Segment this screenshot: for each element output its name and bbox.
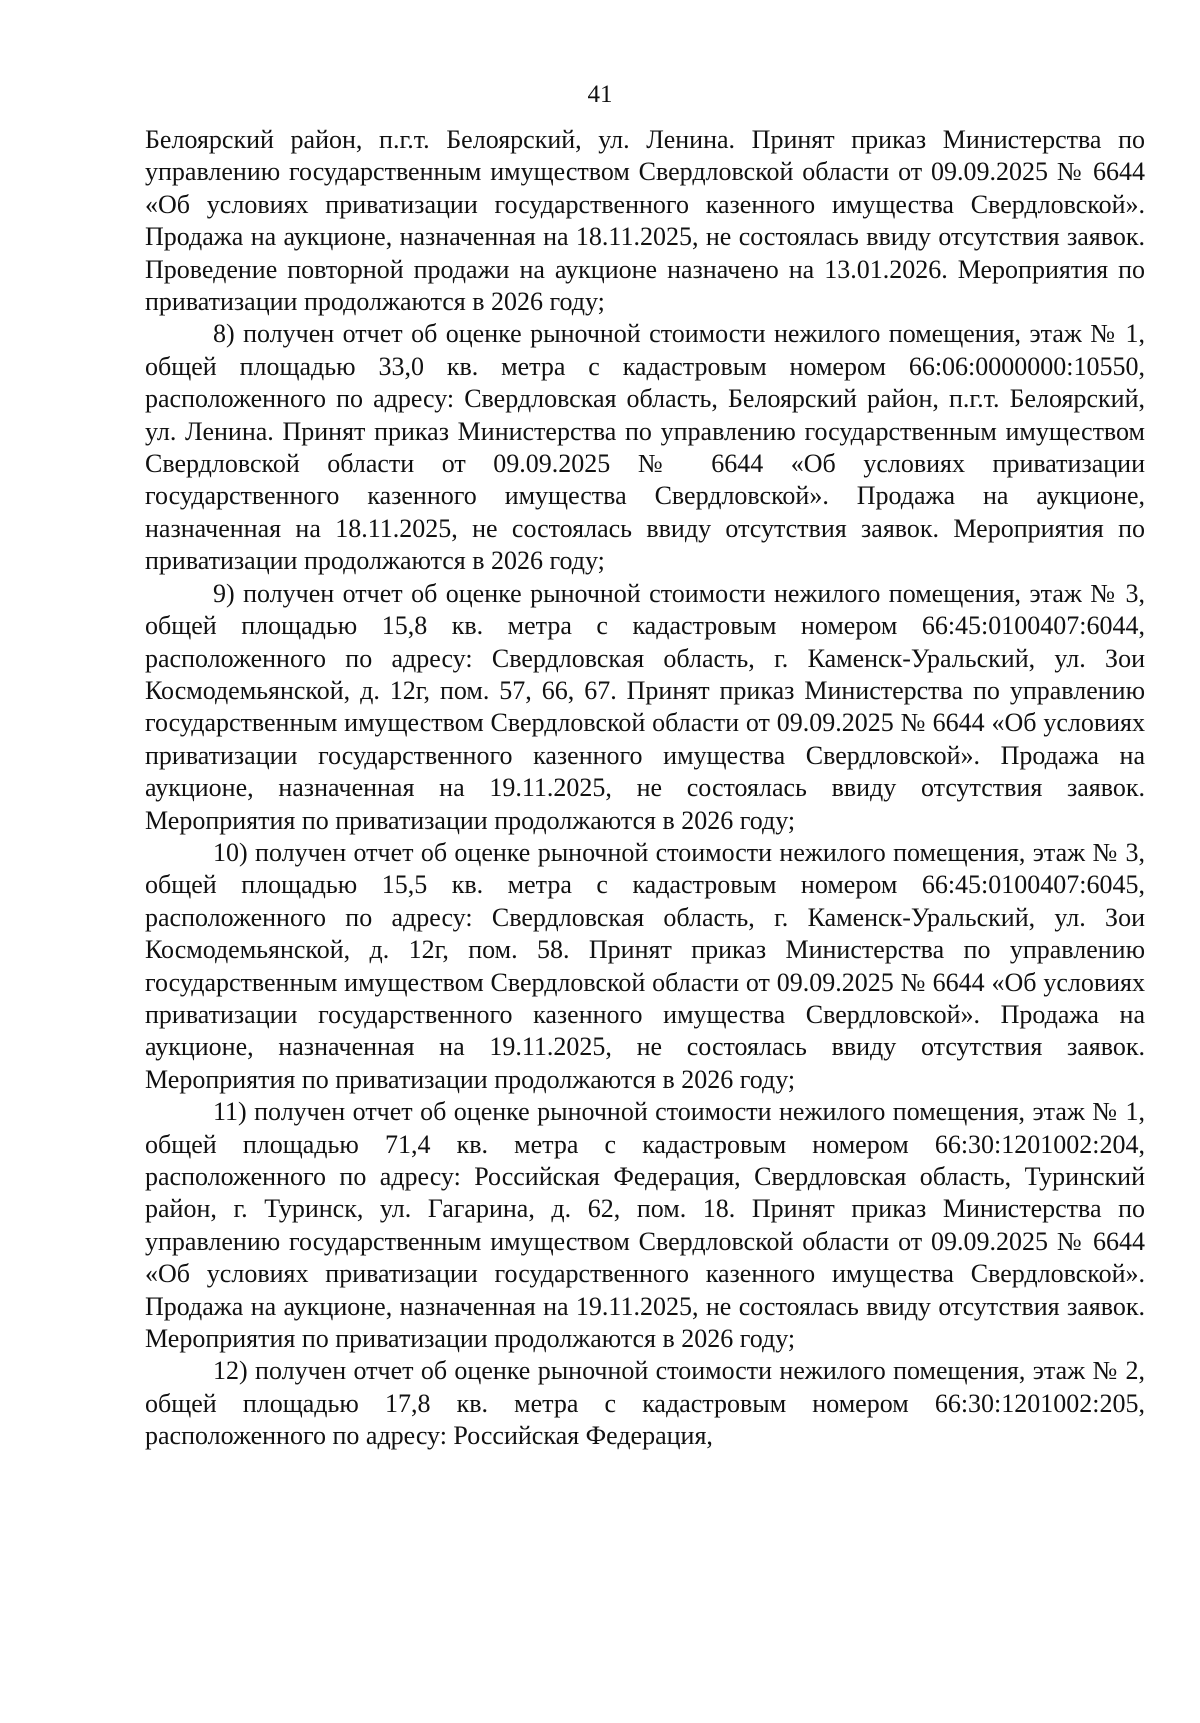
- page-number: 41: [587, 81, 613, 108]
- paragraph-item-10: 10) получен отчет об оценке рыночной стоимости нежилого помещения, этаж № 3, общей площадью 15,5 кв. метра с кадастровым номером 66:45:0100407:6045, расположенного по адресу: Свердловская область, г. Каменск-Уральский, ул. Зои Космодемьянской, д. 12г, пом. 58. Принят приказ Министерства по управлению государственным имуществом Свердловской области от 09.09.2025 № 6644 «Об условиях приватизации государственного казенного имущества Свердловской». Продажа на аукционе, назначенная на 19.11.2025, не состоялась ввиду отсутствия заявок. Мероприятия по приватизации продолжаются в 2026 году;: [145, 837, 1145, 1094]
- document-body: [145, 124, 1145, 1453]
- paragraph-continuation: Белоярский район, п.г.т. Белоярский, ул. Ленина. Принят приказ Министерства по управлению государственным имуществом Свердловской области от 09.09.2025 № 6644 «Об условиях приватизации государственного казенного имущества Свердловской». Продажа на аукционе, назначенная на 18.11.2025, не состоялась ввиду отсутствия заявок. Проведение повторной продажи на аукционе назначено на 13.01.2026. Мероприятия по приватизации продолжаются в 2026 году;: [145, 125, 1145, 317]
- paragraph-item-11: 11) получен отчет об оценке рыночной стоимости нежилого помещения, этаж № 1, общей площадью 71,4 кв. метра с кадастровым номером 66:30:1201002:204, расположенного по адресу: Российская Федерация, Свердловская область, Туринский район, г. Туринск, ул. Гагарина, д. 62, пом. 18. Принят приказ Министерства по управлению государственным имуществом Свердловской области от 09.09.2025 № 6644 «Об условиях приватизации государственного казенного имущества Свердловской». Продажа на аукционе, назначенная на 19.11.2025, не состоялась ввиду отсутствия заявок. Мероприятия по приватизации продолжаются в 2026 году;: [145, 1097, 1145, 1354]
- paragraph-item-12: 12) получен отчет об оценке рыночной стоимости нежилого помещения, этаж № 2, общей площадью 17,8 кв. метра с кадастровым номером 66:30:1201002:205, расположенного по адресу: Российская Федерация,: [145, 1356, 1145, 1451]
- paragraph-item-8: 8) получен отчет об оценке рыночной стоимости нежилого помещения, этаж № 1, общей площадью 33,0 кв. метра с кадастровым номером 66:06:0000000:10550, расположенного по адресу: Свердловская область, Белоярский район, п.г.т. Белоярский, ул. Ленина. Принят приказ Министерства по управлению государственным имуществом Свердловской области от 09.09.2025 № 6644 «Об условиях приватизации государственного казенного имущества Свердловской». Продажа на аукционе, назначенная на 18.11.2025, не состоялась ввиду отсутствия заявок. Мероприятия по приватизации продолжаются в 2026 году;: [145, 319, 1145, 576]
- paragraph-item-9: 9) получен отчет об оценке рыночной стоимости нежилого помещения, этаж № 3, общей площадью 15,8 кв. метра с кадастровым номером 66:45:0100407:6044, расположенного по адресу: Свердловская область, г. Каменск-Уральский, ул. Зои Космодемьянской, д. 12г, пом. 57, 66, 67. Принят приказ Министерства по управлению государственным имуществом Свердловской области от 09.09.2025 № 6644 «Об условиях приватизации государственного казенного имущества Свердловской». Продажа на аукционе, назначенная на 19.11.2025, не состоялась ввиду отсутствия заявок. Мероприятия по приватизации продолжаются в 2026 году;: [145, 578, 1145, 835]
